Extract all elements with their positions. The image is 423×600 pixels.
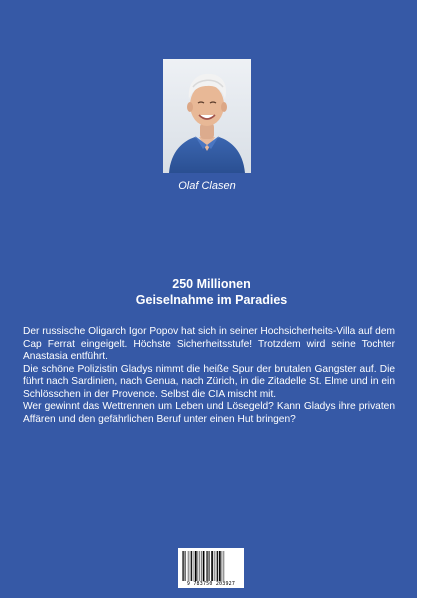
author-portrait-icon — [163, 59, 251, 173]
book-title-line-2: Geiselnahme im Paradies — [135, 293, 288, 307]
author-name: Olaf Clasen — [178, 180, 236, 192]
blurb-paragraph-3: Wer gewinnt das Wettrennen um Leben und Lösegeld? Kann Gladys ihre privaten Affären und den gefährlichen Beruf unter einen Hut bringen? — [23, 401, 395, 425]
blurb-paragraph-1: Der russische Oligarch Igor Popov hat sich in seiner Hochsicherheits-Villa auf dem Cap Ferrat eingeigelt. Höchste Sicherheitsstufe! Trotzdem wird seine Tochter Anastasia entführt. — [23, 326, 395, 362]
barcode-icon — [181, 551, 241, 581]
blurb-paragraph-2: Die schöne Polizistin Gladys nimmt die heiße Spur der brutalen Gangster auf. Die führt nach Sardinien, nach Genua, nach Zürich, in die Zitadelle St. Elme und in ein Schlösschen in der Provence. Selbst die CIA mischt mit. — [23, 363, 395, 400]
blurb-text — [23, 326, 395, 426]
book-title — [20, 276, 403, 308]
barcode-digits: 9 783750 203927 — [186, 581, 236, 587]
author-photo — [163, 59, 251, 173]
book-title-line-1: 250 Millionen — [172, 277, 251, 291]
isbn-barcode — [178, 548, 244, 588]
